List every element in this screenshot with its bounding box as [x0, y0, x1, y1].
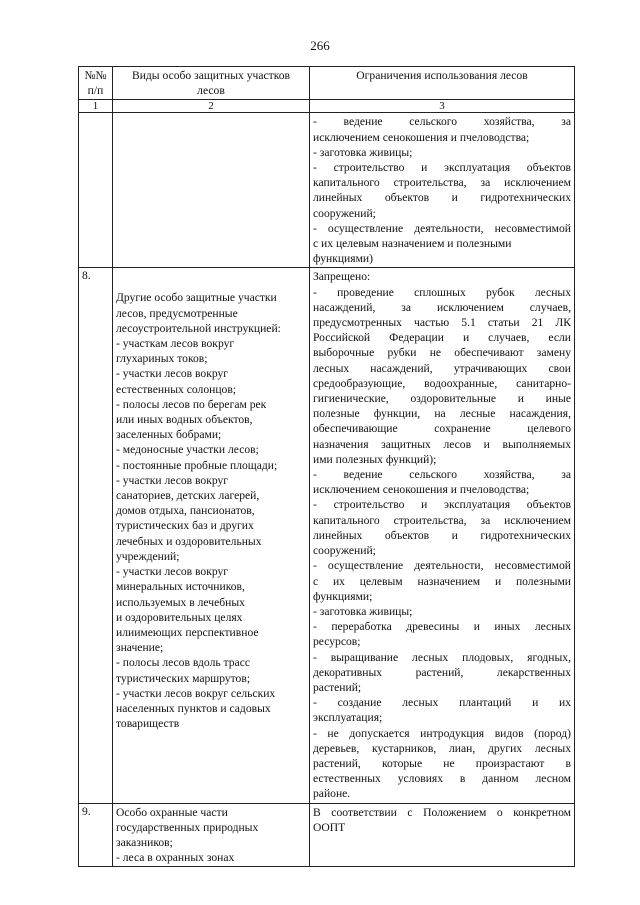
column-numbers-row: [79, 100, 575, 113]
text-line: лесов, предусмотренные: [116, 306, 238, 320]
header-types-line: Виды особо защитных участков: [131, 69, 291, 82]
row-number-cell: 8.: [79, 268, 113, 803]
text-line: заселенных бобрами;: [116, 428, 222, 442]
restrictions-lines: [313, 114, 571, 266]
text-line: - проведение сплошных рубок лесных: [313, 285, 571, 299]
text-line: - осуществление деятельности, несовместимой: [313, 559, 571, 573]
text-line: Запрещено:: [313, 270, 371, 284]
text-line: - участкам лесов вокруг: [116, 337, 235, 351]
text-line: - заготовка живицы;: [313, 145, 413, 159]
text-line: средообразующие, водоохранные, санитарно-: [313, 376, 571, 390]
text-line: населенных пунктов и садовых: [116, 701, 271, 715]
text-line: - участки лесов вокруг: [116, 367, 229, 381]
text-line: естественных солонцов;: [116, 382, 237, 396]
column-number: 3: [310, 100, 575, 113]
text-line: линейных объектов и гидротехнических: [313, 191, 571, 205]
header-types-line: лесов: [197, 84, 225, 98]
header-number-line: п/п: [87, 84, 104, 98]
header-number-line: №№: [84, 69, 107, 82]
text-line: функциями): [313, 252, 374, 266]
text-line: государственных природных: [116, 820, 259, 834]
text-line: исключением сенокошения и пчеловодства;: [313, 130, 530, 144]
text-line: эксплуатация;: [313, 711, 383, 725]
types-cell: [113, 268, 310, 803]
restrictions-lines: [313, 805, 571, 835]
header-types: [113, 67, 310, 100]
text-line: - не допускается интродукция видов (пород): [313, 726, 571, 740]
text-line: заказников;: [116, 835, 173, 849]
restrictions-cell: [310, 803, 575, 867]
restrictions-cell: [310, 268, 575, 803]
text-line: - полосы лесов по берегам рек: [116, 397, 267, 411]
column-number: 2: [113, 100, 310, 113]
types-lines: [116, 290, 306, 731]
text-line: назначения защитных лесов и выполняемых: [313, 437, 571, 451]
text-line: капитального строительства, за исключением: [313, 513, 571, 527]
text-line: с их целевым назначением и полезными: [313, 237, 512, 251]
text-line: сооружений;: [313, 206, 376, 220]
text-line: районе.: [313, 787, 351, 801]
text-line: сооружений;: [313, 544, 376, 558]
table-header-row: [79, 67, 575, 100]
text-line: растений, которые не произрастают в: [313, 756, 571, 770]
text-line: Другие особо защитные участки: [116, 291, 277, 305]
types-cell: [113, 803, 310, 867]
text-line: обеспечивающие сохранение целевого: [313, 422, 571, 436]
text-line: - выращивание лесных плодовых, ягодных,: [313, 650, 571, 664]
text-line: ими полезных функций);: [313, 452, 437, 466]
text-line: туристических баз и других: [116, 519, 254, 533]
text-line: минеральных источников,: [116, 580, 245, 594]
text-line: естественных условиях в данном лесном: [313, 772, 571, 786]
header-restrictions-line: Ограничения использования лесов: [356, 69, 528, 82]
restrictions-cell: [310, 113, 575, 268]
text-line: - заготовка живицы;: [313, 604, 413, 618]
restrictions-lines: [313, 269, 571, 801]
text-line: глухариных токов;: [116, 352, 208, 366]
text-line: илиимеющих перспективное: [116, 625, 259, 639]
text-line: учреждений;: [116, 549, 180, 563]
row-number-cell: 9.: [79, 803, 113, 867]
text-line: ООПТ: [313, 820, 346, 834]
text-line: - ведение сельского хозяйства, за: [313, 468, 571, 482]
column-number: 1: [79, 100, 113, 113]
forest-restrictions-table: [78, 66, 575, 867]
text-line: растений;: [313, 680, 362, 694]
text-line: используемых в лечебных: [116, 595, 245, 609]
text-line: домов отдыха, пансионатов,: [116, 504, 255, 518]
text-line: исключением сенокошения и пчеловодства;: [313, 483, 530, 497]
text-line: деревьев, кустарников, лиан, других лесных: [313, 741, 571, 755]
text-line: и оздоровительных целях: [116, 610, 243, 624]
header-restrictions: [310, 67, 575, 100]
text-line: полезные функции, на лесные насаждения,: [313, 407, 571, 421]
text-line: выборочные рубки не обеспечивают замену: [313, 346, 571, 360]
text-line: - создание лесных плантаций и их: [313, 696, 571, 710]
text-line: В соответствии с Положением о конкретном: [313, 805, 571, 819]
types-cell: [113, 113, 310, 268]
text-line: - строительство и эксплуатация объектов: [313, 161, 571, 175]
text-line: линейных объектов и гидротехнических: [313, 528, 571, 542]
header-number: [79, 67, 113, 100]
text-line: туристических маршрутов;: [116, 671, 251, 685]
text-line: капитального строительства, за исключением: [313, 176, 571, 190]
text-line: Российской Федерации и случаев, если: [313, 331, 571, 345]
text-line: - осуществление деятельности, несовместимой: [313, 221, 571, 235]
text-line: или иных водных объектов,: [116, 413, 253, 427]
text-line: - участки лесов вокруг: [116, 565, 229, 579]
text-line: предусмотренных частью 5.1 статьи 21 ЛК: [313, 316, 571, 330]
text-line: - ведение сельского хозяйства, за: [313, 115, 571, 129]
table-row-continuation: [79, 113, 575, 268]
text-line: - медоносные участки лесов;: [116, 443, 259, 457]
types-lines: [116, 805, 306, 866]
text-line: - участки лесов вокруг: [116, 473, 229, 487]
page-number: 266: [310, 38, 330, 53]
table-row-8: [79, 268, 575, 803]
text-line: лечебных и оздоровительных: [116, 534, 262, 548]
text-line: - леса в охранных зонах: [116, 851, 235, 865]
text-line: - полосы лесов вдоль трасс: [116, 656, 250, 670]
text-line: декоративных растений, лекарственных: [313, 665, 571, 679]
text-line: лесных насаждений, утрачивающих свои: [313, 361, 571, 375]
text-line: - строительство и эксплуатация объектов: [313, 498, 571, 512]
text-line: товариществ: [116, 717, 180, 731]
row-number-cell: [79, 113, 113, 268]
table-row-9: [79, 803, 575, 867]
text-line: с их целевым назначением и полезными: [313, 574, 571, 588]
text-line: - постоянные пробные площади;: [116, 458, 278, 472]
text-line: гигиенические, оздоровительные и иные: [313, 392, 571, 406]
text-line: санаториев, детских лагерей,: [116, 489, 260, 503]
text-line: Особо охранные части: [116, 805, 228, 819]
text-line: насаждений, за исключением случаев,: [313, 300, 571, 314]
text-line: ресурсов;: [313, 635, 361, 649]
text-line: функциями;: [313, 589, 373, 603]
text-line: - переработка древесины и иных лесных: [313, 620, 571, 634]
text-line: значение;: [116, 641, 164, 655]
text-line: лесоустроительной инструкцией:: [116, 321, 281, 335]
text-line: - участки лесов вокруг сельских: [116, 686, 276, 700]
